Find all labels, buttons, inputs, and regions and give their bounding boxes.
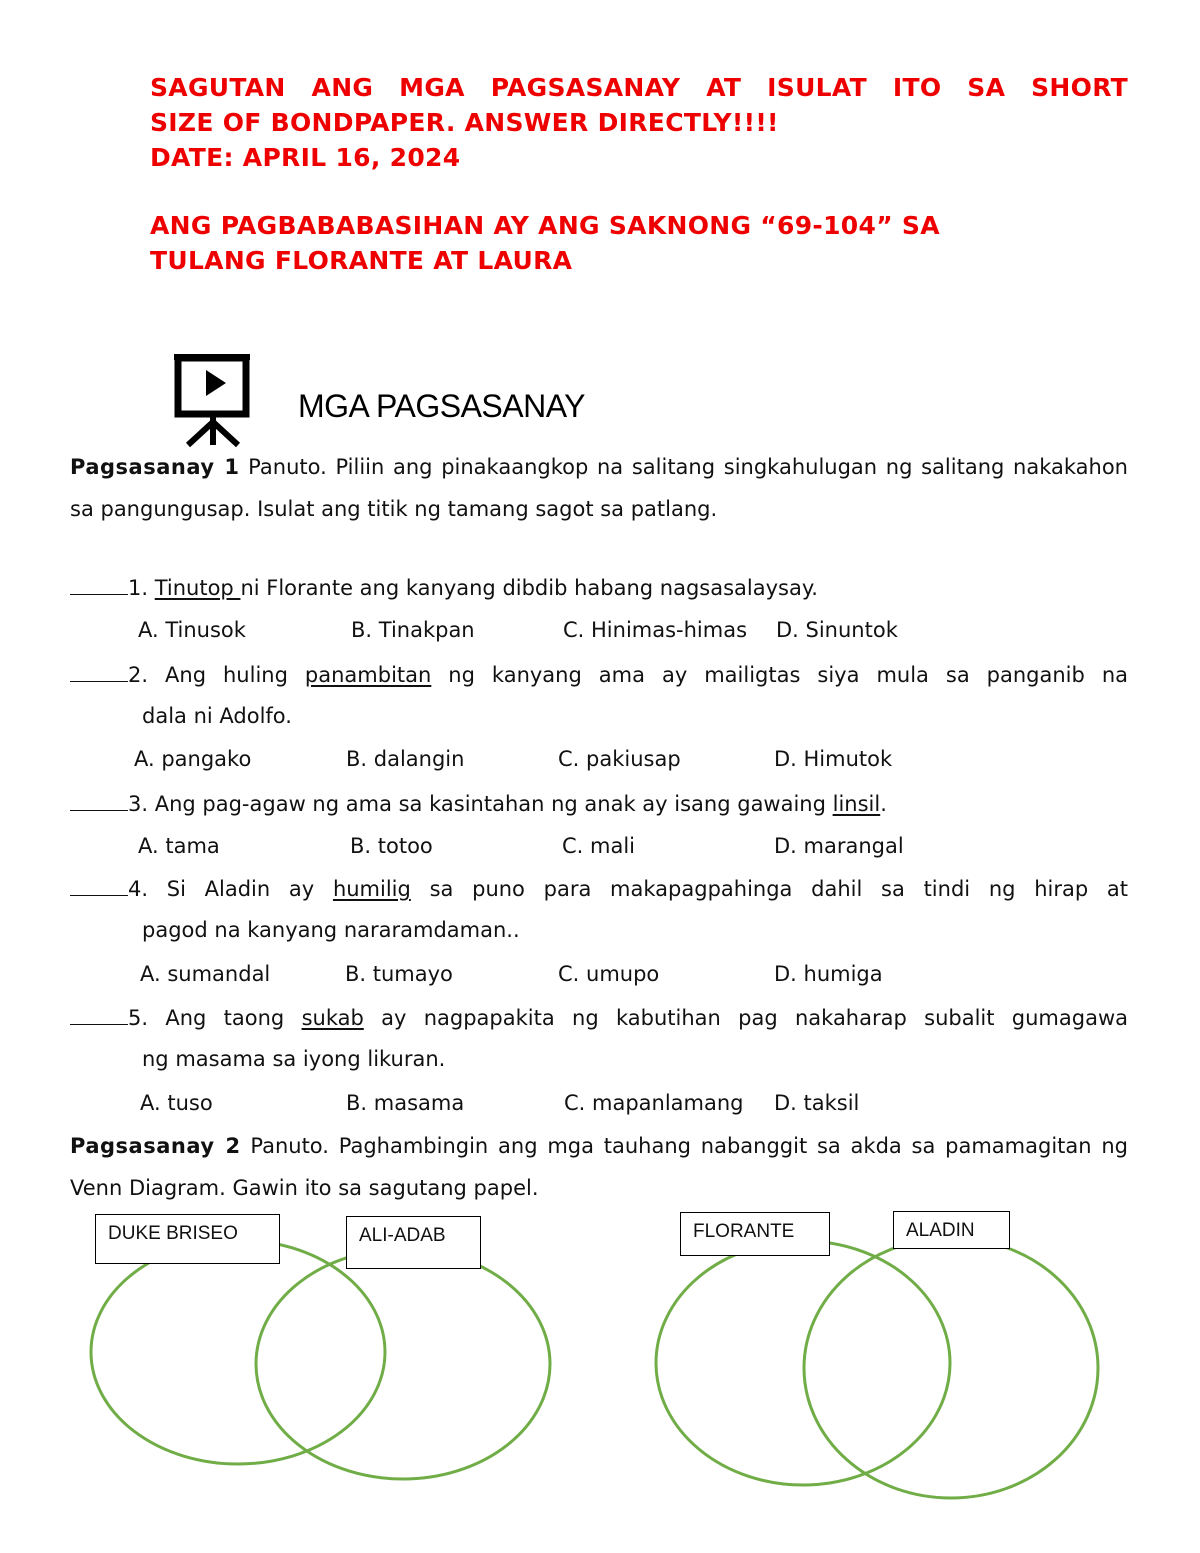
reading-assignment: [150, 208, 1128, 278]
venn-diagrams: [0, 1200, 1200, 1520]
choice-d: D. marangal: [774, 834, 904, 858]
choice-d: D. Himutok: [774, 747, 893, 771]
question-4: 4. Si Aladin ay humilig sa puno para makapagpahinga dahil sa tindi ng hirap at pagod na kanyang nararamdaman..: [70, 869, 1128, 951]
question-3: 3. Ang pag-agaw ng ama sa kasintahan ng anak ay isang gawaing linsil.: [70, 784, 1128, 825]
choice-c: C. pakiusap: [558, 747, 681, 771]
reading-line-2: TULANG FLORANTE AT LAURA: [150, 246, 573, 275]
choice-d: D. humiga: [774, 962, 883, 986]
venn-label-aladin: ALADIN: [893, 1211, 1010, 1249]
choice-b: B. tumayo: [345, 962, 453, 986]
choice-c: C. mapanlamang: [564, 1091, 744, 1115]
underlined-word: humilig: [332, 877, 411, 901]
question-2: 2. Ang huling panambitan ng kanyang ama ay mailigtas siya mula sa panganib na dala ni Adolfo.: [70, 655, 1128, 737]
answer-blank-2[interactable]: [70, 661, 128, 682]
choice-b: B. totoo: [350, 834, 433, 858]
choice-b: B. masama: [346, 1091, 465, 1115]
pagsasanay-2-instructions: [70, 1125, 1128, 1209]
choice-a: A. tuso: [140, 1091, 213, 1115]
choice-a: A. sumandal: [140, 962, 271, 986]
choice-b: B. Tinakpan: [351, 618, 475, 642]
underlined-word: sukab: [301, 1006, 364, 1030]
instructions-header: [150, 70, 1128, 175]
pagsasanay-2-text: Panuto. Paghambingin ang mga tauhang nabanggit sa akda sa pamamagitan ng Venn Diagram. Gawin ito sa sagutang papel.: [70, 1134, 1129, 1200]
underlined-word: linsil: [832, 792, 881, 816]
pagsasanay-1-text: Panuto. Piliin ang pinakaangkop na salitang singkahulugan ng salitang nakakahon sa pangungusap. Isulat ang titik ng tamang sagot sa patlang.: [70, 455, 1128, 521]
pagsasanay-2-label: Pagsasanay 2: [70, 1134, 241, 1158]
choice-d: D. Sinuntok: [776, 618, 898, 642]
header-line-2: SIZE OF BONDPAPER. ANSWER DIRECTLY!!!!: [150, 108, 779, 137]
presentation-board-icon: [170, 350, 260, 450]
reading-line-1: ANG PAGBABABASIHAN AY ANG SAKNONG “69-104” SA: [150, 211, 940, 240]
answer-blank-1[interactable]: [70, 574, 128, 595]
choice-c: C. mali: [562, 834, 636, 858]
choice-a: A. Tinusok: [138, 618, 246, 642]
header-date: DATE: APRIL 16, 2024: [150, 143, 461, 172]
header-line-1: SAGUTAN ANG MGA PAGSASANAY AT ISULAT ITO SA SHORT: [150, 73, 1128, 102]
choice-b: B. dalangin: [346, 747, 465, 771]
venn-circle-duke-briseo: [91, 1240, 385, 1464]
underlined-word: panambitan: [304, 663, 432, 687]
answer-blank-3[interactable]: [70, 790, 128, 811]
answer-blank-5[interactable]: [70, 1004, 128, 1025]
section-title: MGA PAGSASANAY: [298, 388, 586, 424]
underlined-word: Tinutop: [154, 576, 241, 600]
venn-label-ali-adab: ALI-ADAB: [346, 1216, 481, 1269]
venn-label-duke-briseo: DUKE BRISEO: [95, 1214, 280, 1264]
pagsasanay-1-instructions: [70, 446, 1128, 530]
choice-a: A. tama: [138, 834, 220, 858]
venn-label-florante: FLORANTE: [680, 1212, 830, 1256]
pagsasanay-1-label: Pagsasanay 1: [70, 455, 240, 479]
choice-c: C. Hinimas-himas: [563, 618, 748, 642]
choice-c: C. umupo: [558, 962, 660, 986]
question-5: 5. Ang taong sukab ay nagpapakita ng kabutihan pag nakaharap subalit gumagawa ng masama sa iyong likuran.: [70, 998, 1128, 1080]
venn-circle-ali-adab: [256, 1249, 550, 1479]
choice-a: A. pangako: [134, 747, 252, 771]
answer-blank-4[interactable]: [70, 875, 128, 896]
question-1: 1. Tinutop ni Florante ang kanyang dibdib habang nagsasalaysay.: [70, 568, 1128, 609]
choice-d: D. taksil: [774, 1091, 860, 1115]
